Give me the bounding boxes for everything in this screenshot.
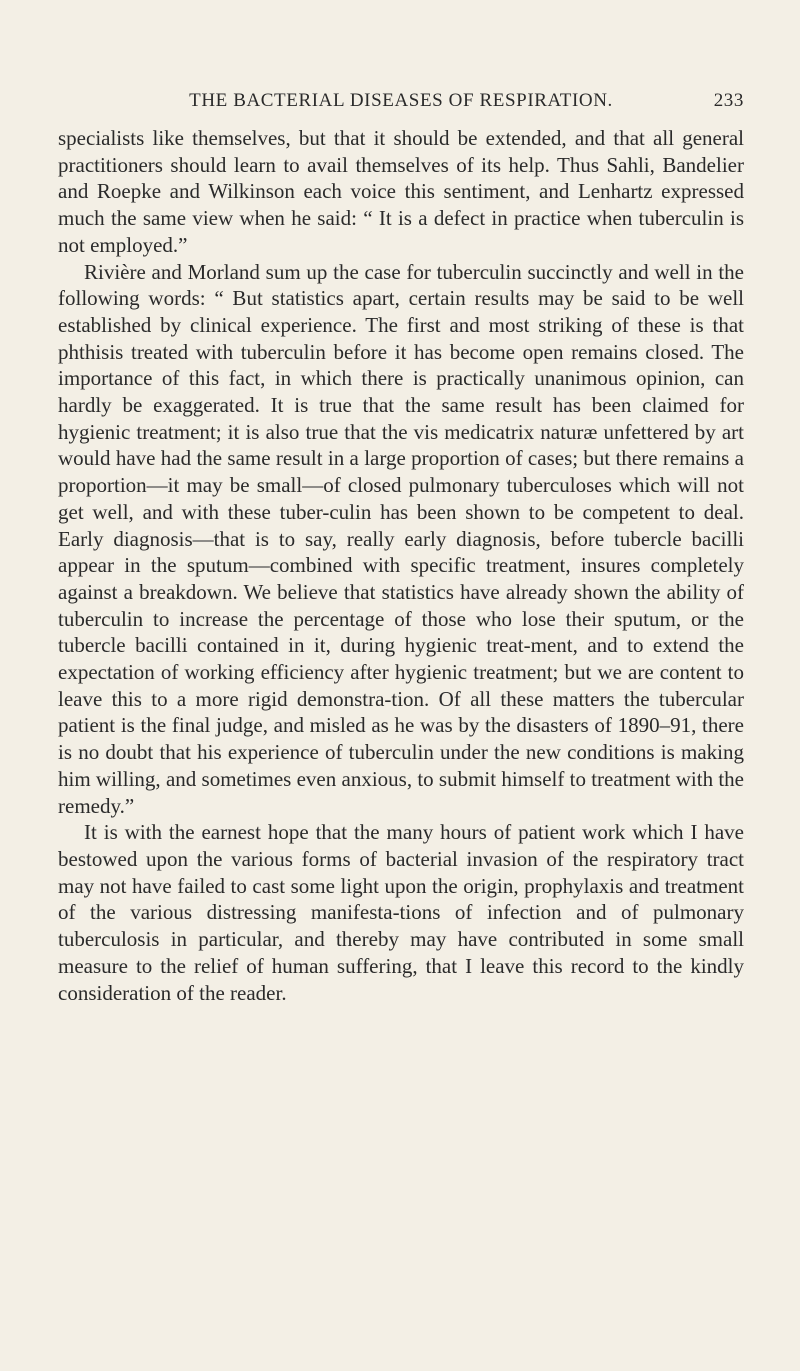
body-text (58, 125, 744, 1006)
paragraph-3: It is with the earnest hope that the many hours of patient work which I have bestowed upon the various forms of bacterial invasion of the respiratory tract may not have failed to cast some light upon the origin, prophylaxis and treatment of the various distressing manifesta-tions of infection and of pulmonary tuberculosis in particular, and thereby may have contributed in some small measure to the relief of human suffering, that I leave this record to the kindly consideration of the reader. (58, 820, 744, 1005)
paragraph-1: specialists like themselves, but that it should be extended, and that all general practitioners should learn to avail themselves of its help. Thus Sahli, Bandelier and Roepke and Wilkinson each voice this sentiment, and Lenhartz expressed much the same view when he said: “ It is a defect in practice when tuberculin is not employed.” (58, 126, 744, 257)
page-number: 233 (713, 90, 744, 111)
running-head-title: THE BACTERIAL DISEASES OF RESPIRATION. (189, 90, 613, 111)
paragraph-2: Rivière and Morland sum up the case for tuberculin succinctly and well in the following words: “ But statistics apart, certain results may be said to be well established by clinical experience. The first and most striking of these is that phthisis treated with tuberculin before it has become open remains closed. The importance of this fact, in which there is practically unanimous opinion, can hardly be exaggerated. It is true that the same result has been claimed for hygienic treatment; it is also true that the vis medicatrix naturæ unfettered by art would have had the same result in a large proportion of cases; but there remains a proportion—it may be small—of closed pulmonary tuberculoses which will not get well, and with these tuber-culin has been shown to be competent to deal. Early diagnosis—that is to say, really early diagnosis, before tubercle bacilli appear in the sputum—combined with specific treatment, insures completely against a breakdown. We believe that statistics have already shown the ability of tuberculin to increase the percentage of those who lose their sputum, or the tubercle bacilli contained in it, during hygienic treat-ment, and to extend the expectation of working efficiency after hygienic treatment; but we are content to leave this to a more rigid demonstra-tion. Of all these matters the tubercular patient is the final judge, and misled as he was by the disasters of 1890–91, there is no doubt that his experience of tuberculin under the new conditions is making him willing, and sometimes even anxious, to submit himself to treatment with the remedy.” (58, 259, 744, 818)
running-head (58, 86, 744, 116)
book-page (58, 86, 744, 1006)
